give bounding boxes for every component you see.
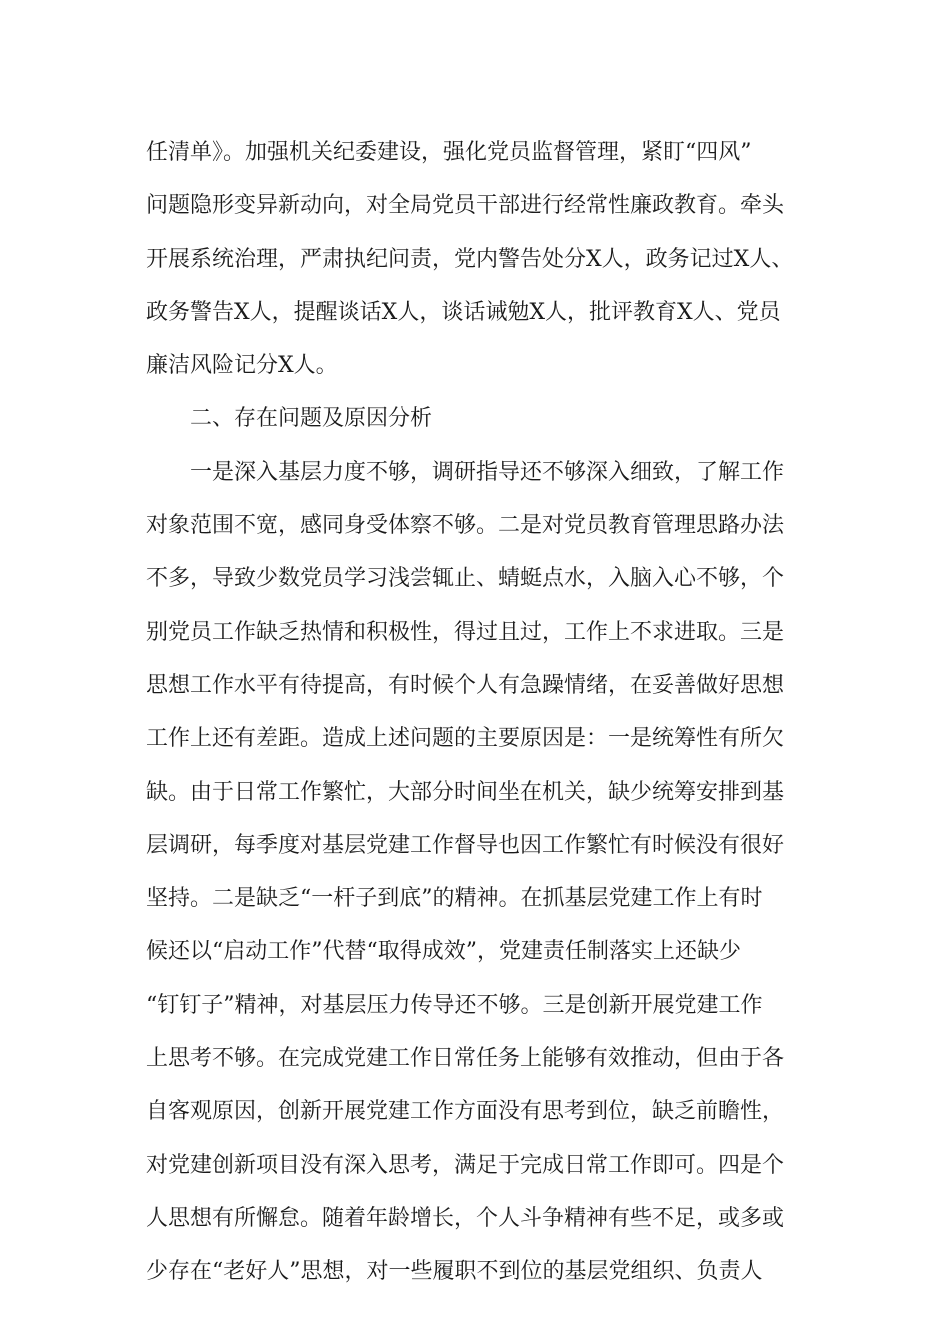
text-line: 别党员工作缺乏热情和积极性，得过且过，工作上不求进取。三是	[146, 619, 785, 645]
text-line: 思想工作水平有待提高，有时候个人有急躁情绪，在妥善做好思想	[146, 672, 785, 698]
text-line: 任清单》。加强机关纪委建设，强化党员监督管理，紧盯“四风”	[146, 140, 752, 165]
section-heading: 二、存在问题及原因分析	[190, 406, 433, 432]
text-line: 不多，导致少数党员学习浅尝辄止、蜻蜓点水，入脑入心不够，个	[146, 566, 785, 592]
text-line: 政务警告X人，提醒谈话X人，谈话诫勉X人，批评教育X人、党员	[146, 299, 781, 325]
text-line: 廉洁风险记分X人。	[146, 353, 338, 379]
text-line: 问题隐形变异新动向，对全局党员干部进行经常性廉政教育。牵头	[146, 193, 785, 219]
text-line: 工作上还有差距。造成上述问题的主要原因是：一是统筹性有所欠	[146, 726, 785, 752]
paragraph-first-line: 一是深入基层力度不够，调研指导还不够深入细致，了解工作	[190, 459, 785, 485]
text-line: 层调研，每季度对基层党建工作督导也因工作繁忙有时候没有很好	[146, 832, 785, 858]
text-line: 上思考不够。在完成党建工作日常任务上能够有效推动，但由于各	[146, 1046, 785, 1072]
text-line: “钉钉子”精神，对基层压力传导还不够。三是创新开展党建工作	[146, 992, 763, 1018]
document-body	[146, 126, 836, 1299]
text-line: 少存在“老好人”思想，对一些履职不到位的基层党组织、负责人	[146, 1259, 763, 1285]
text-line: 对党建创新项目没有深入思考，满足于完成日常工作即可。四是个	[146, 1152, 785, 1178]
text-line: 坚持。二是缺乏“一杆子到底”的精神。在抓基层党建工作上有时	[146, 886, 763, 912]
text-line: 候还以“启动工作”代替“取得成效”，党建责任制落实上还缺少	[146, 939, 741, 965]
text-line: 自客观原因，创新开展党建工作方面没有思考到位，缺乏前瞻性，	[146, 1099, 785, 1125]
text-line: 人思想有所懈怠。随着年龄增长，个人斗争精神有些不足，或多或	[146, 1205, 785, 1231]
text-line: 缺。由于日常工作繁忙，大部分时间坐在机关，缺少统筹安排到基	[146, 779, 785, 805]
text-line: 开展系统治理，严肃执纪问责，党内警告处分X人，政务记过X人、	[146, 246, 794, 272]
text-line: 对象范围不宽，感同身受体察不够。二是对党员教育管理思路办法	[146, 513, 785, 539]
